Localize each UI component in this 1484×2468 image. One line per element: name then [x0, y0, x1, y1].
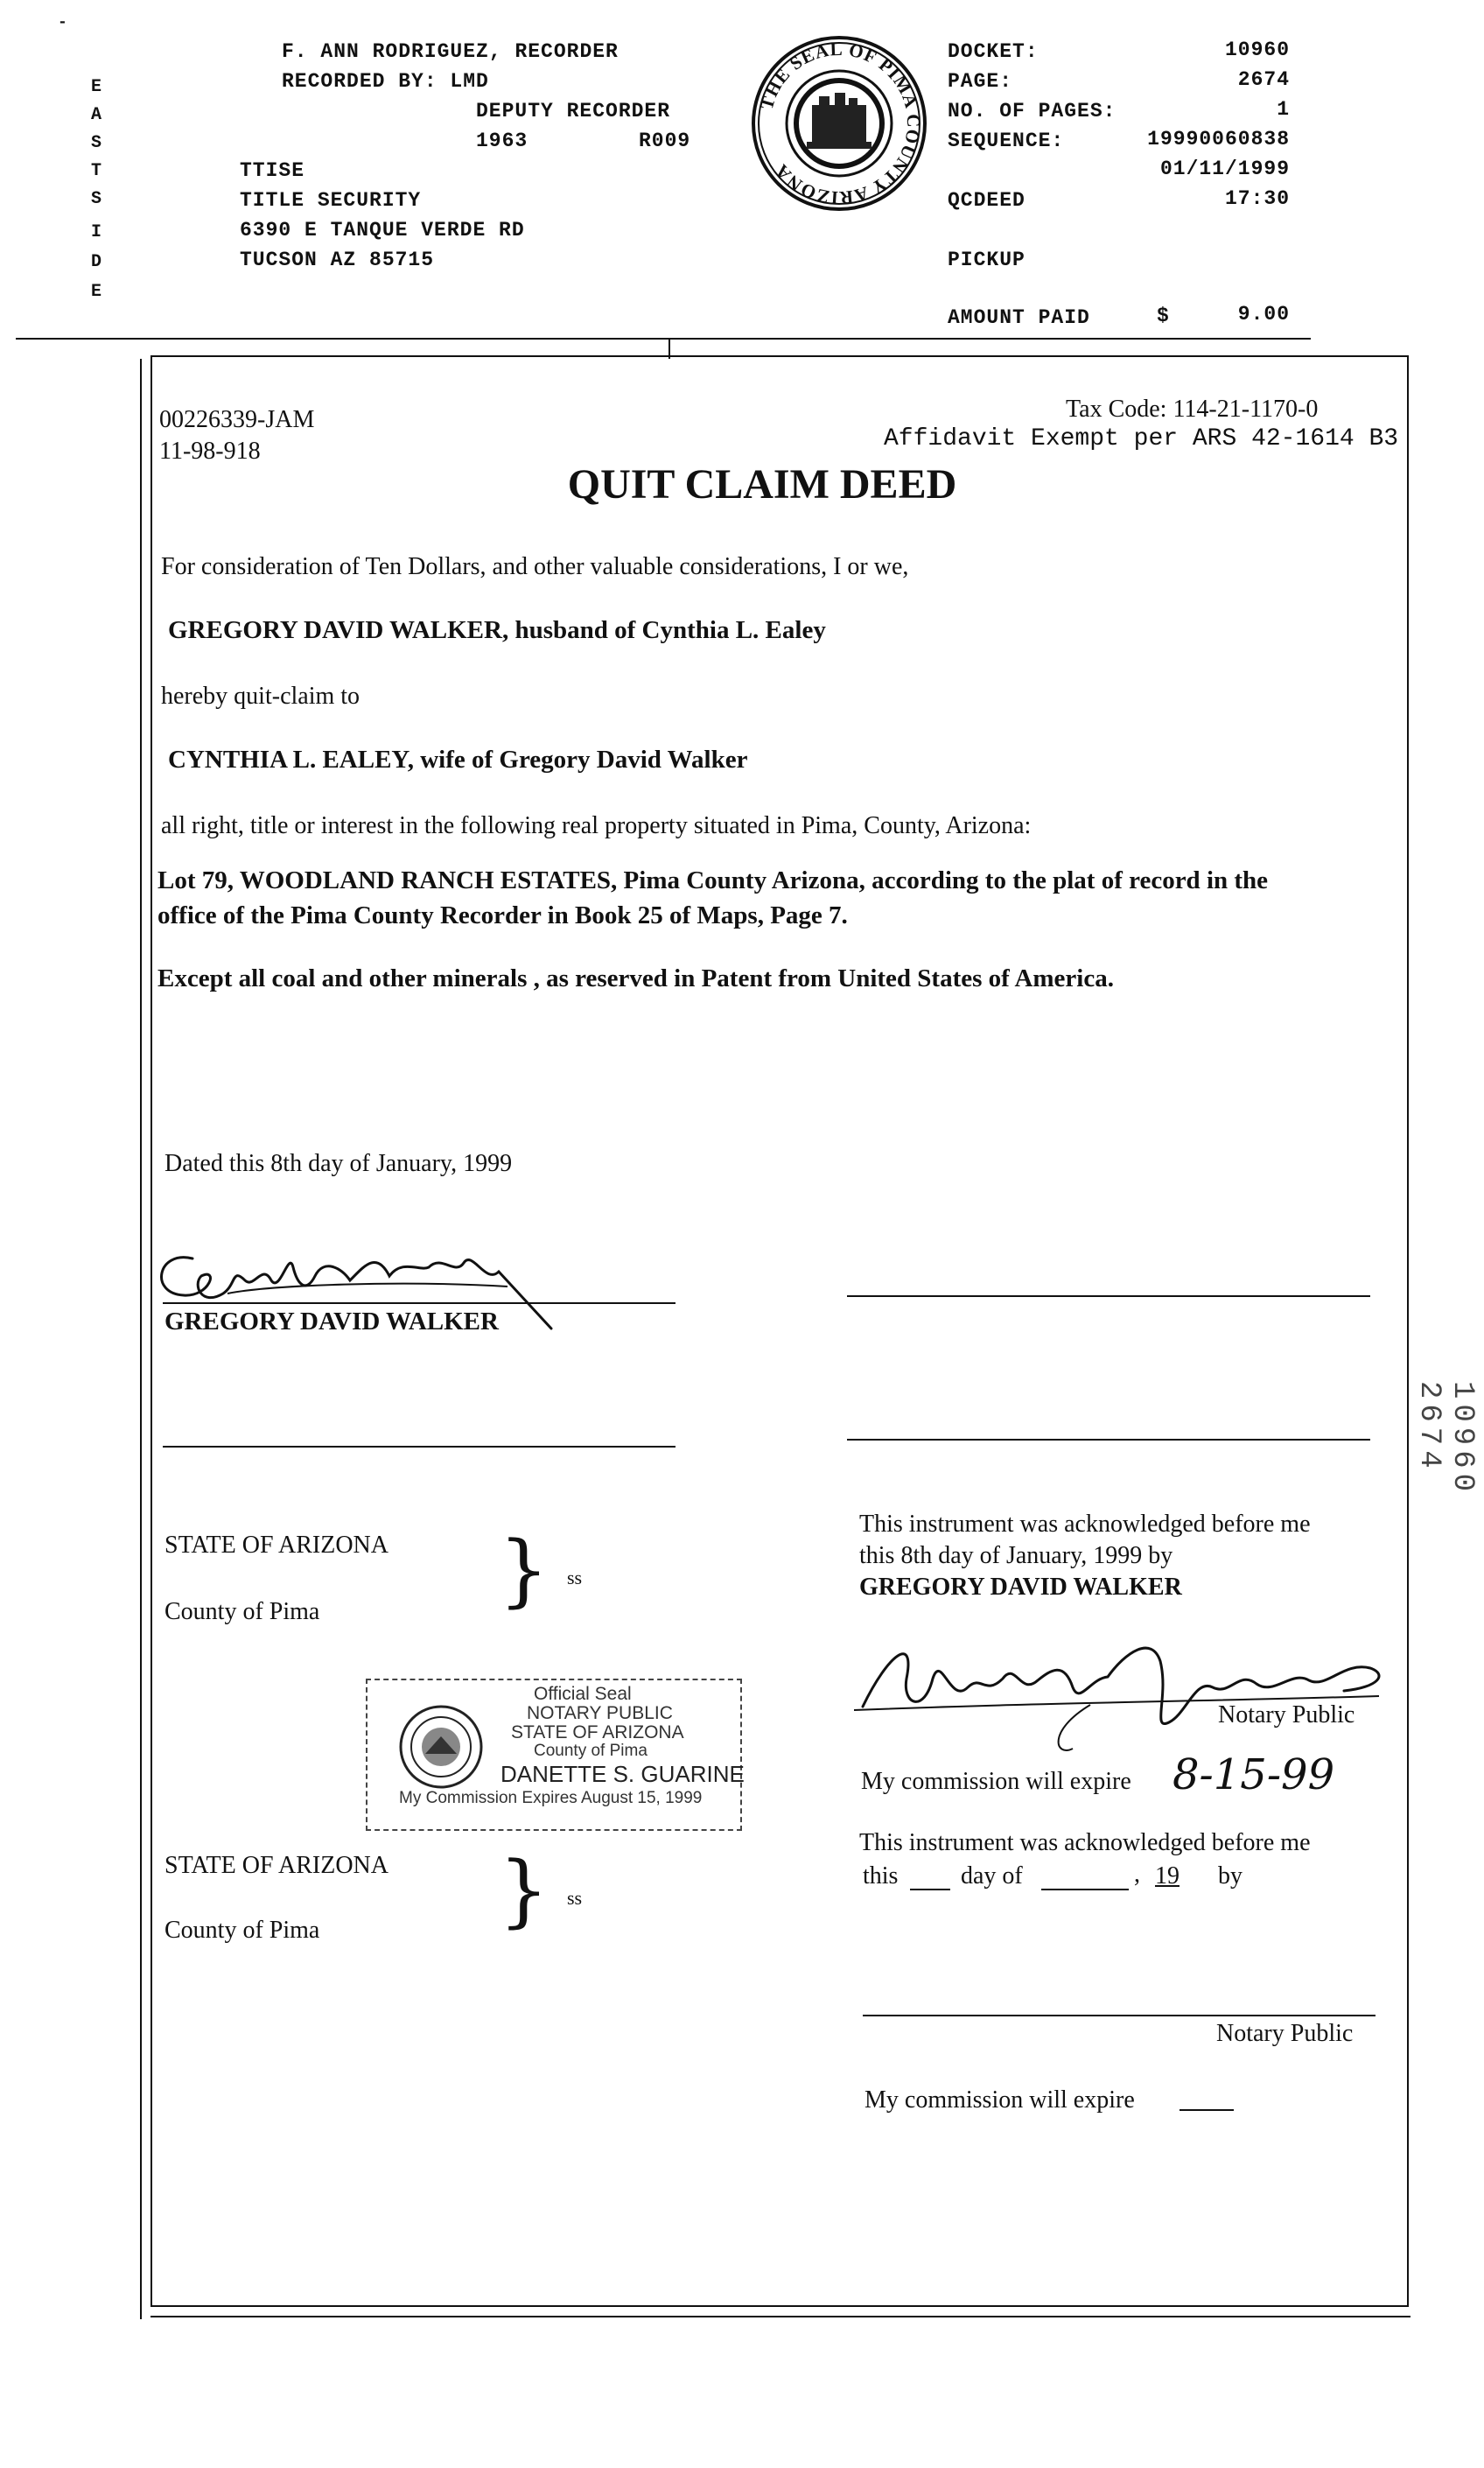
stamp-line-3: STATE OF ARIZONA [511, 1722, 684, 1742]
notary-signature [854, 1626, 1396, 1757]
lot-description-line1: Lot 79, WOODLAND RANCH ESTATES, Pima County Arizona, according to the plat of record in the [158, 866, 1269, 894]
recording-code-2: R009 [639, 130, 691, 152]
ss-label-1: ss [567, 1567, 583, 1588]
minerals-exception: Except all coal and other minerals , as reserved in Patent from United States of America. [158, 964, 1114, 992]
pages-value: 1 [1277, 98, 1290, 121]
frame-bottom-outer [150, 2316, 1410, 2317]
grantee-line [168, 746, 747, 775]
docket-label: DOCKET: [948, 40, 1039, 63]
consideration-text: For consideration of Ten Dollars, and other valuable considerations, I or we, [161, 553, 909, 580]
eastside-letter: I [91, 222, 102, 242]
qcdeed-label: QCDEED [948, 189, 1026, 212]
recorded-time: 17:30 [1224, 187, 1290, 210]
eastside-letter: E [91, 77, 102, 97]
sequence-value: 19990060838 [1147, 128, 1290, 151]
county-seal [751, 35, 928, 212]
notary-signature-line-2 [863, 2015, 1376, 2016]
commission-blank-2 [1180, 2109, 1234, 2111]
ack-name-1: GREGORY DAVID WALKER [859, 1574, 1182, 1601]
ref-number-2: 11-98-918 [159, 438, 261, 465]
third-signature-line [163, 1446, 676, 1448]
lot-description-line2: office of the Pima County Recorder in Book 25 of Maps, Page 7. [158, 901, 848, 929]
company-city: TUCSON AZ 85715 [240, 249, 435, 271]
county-label-1: County of Pima [164, 1598, 320, 1625]
stamp-line-4: County of Pima [534, 1742, 648, 1760]
ack-month-blank [1041, 1889, 1129, 1890]
corner-mark: - [58, 14, 68, 32]
quitclaim-text: hereby quit-claim to [161, 683, 360, 710]
brace-1: } [499, 1525, 550, 1616]
ack-comma: , [1134, 1861, 1140, 1888]
amount-currency: $ [1157, 305, 1170, 327]
fourth-signature-line [847, 1439, 1370, 1441]
eastside-letter: S [91, 189, 102, 209]
ref-number-1: 00226339-JAM [159, 406, 315, 433]
page-label: PAGE: [948, 70, 1013, 93]
margin-stamp: 10960 2674 [1412, 1381, 1479, 1497]
commission-label-2: My commission will expire [864, 2086, 1135, 2114]
stamp-line-2: NOTARY PUBLIC [527, 1703, 673, 1723]
amount-label: AMOUNT PAID [948, 306, 1090, 329]
grantee-relation: , wife of Gregory David Walker [407, 746, 748, 774]
grantor-name: GREGORY DAVID WALKER [168, 616, 502, 644]
ack-day-blank [910, 1889, 950, 1890]
deputy-recorder: DEPUTY RECORDER [476, 100, 671, 123]
company-name: TITLE SECURITY [240, 189, 422, 212]
arizona-seal-icon [397, 1703, 485, 1791]
ack-text-1b: this 8th day of January, 1999 by [859, 1542, 1173, 1569]
header-divider [16, 338, 1311, 340]
state-label-1: STATE OF ARIZONA [164, 1532, 388, 1559]
eastside-letter: E [91, 282, 102, 302]
ack-text-1a: This instrument was acknowledged before me [859, 1511, 1311, 1538]
ss-label-2: ss [567, 1887, 583, 1909]
eastside-letter: S [91, 133, 102, 153]
recorded-by: RECORDED BY: LMD [282, 70, 489, 93]
ack-day-of-label: day of [961, 1862, 1023, 1890]
affidavit-exempt: Affidavit Exempt per ARS 42-1614 B3 [884, 425, 1399, 452]
commission-date-1: 8-15-99 [1172, 1750, 1335, 1799]
ack-by-label: by [1218, 1862, 1242, 1890]
company-street: 6390 E TANQUE VERDE RD [240, 219, 525, 242]
pages-label: NO. OF PAGES: [948, 100, 1116, 123]
stamp-line-5: DANETTE S. GUARINE [500, 1761, 745, 1787]
eastside-letter: D [91, 252, 102, 272]
page-value: 2674 [1237, 68, 1290, 91]
notary-public-label-1: Notary Public [1218, 1701, 1355, 1728]
grantor-relation: , husband of Cynthia L. Ealey [501, 616, 826, 644]
amount-value: 9.00 [1237, 303, 1290, 326]
ack-year: 19 [1155, 1862, 1180, 1890]
county-label-2: County of Pima [164, 1917, 320, 1944]
stamp-line-1: Official Seal [534, 1684, 632, 1704]
deed-title: QUIT CLAIM DEED [567, 461, 957, 508]
eastside-letter: T [91, 161, 102, 181]
state-label-2: STATE OF ARIZONA [164, 1852, 388, 1879]
ttise-label: TTISE [240, 159, 305, 182]
recorded-date: 01/11/1999 [1159, 158, 1290, 180]
recorder-line: F. ANN RODRIGUEZ, RECORDER [282, 40, 619, 63]
sequence-label: SEQUENCE: [948, 130, 1065, 152]
notary-public-label-2: Notary Public [1216, 2020, 1354, 2047]
interest-text: all right, title or interest in the following real property situated in Pima, County, Arizona: [161, 812, 1032, 839]
ack-this-label: this [863, 1862, 899, 1890]
recording-code-1: 1963 [476, 130, 528, 152]
grantor-signature-line [163, 1302, 676, 1304]
eastside-letter: A [91, 105, 102, 125]
docket-value: 10960 [1224, 39, 1290, 61]
tax-code: Tax Code: 114-21-1170-0 [1066, 396, 1319, 423]
grantor-signature-name: GREGORY DAVID WALKER [164, 1308, 499, 1336]
grantee-name: CYNTHIA L. EALEY [168, 746, 408, 774]
commission-label-1: My commission will expire [861, 1768, 1131, 1795]
grantor-line [168, 616, 826, 645]
second-signature-line [847, 1295, 1370, 1297]
brace-2: } [499, 1845, 550, 1937]
stamp-line-6: My Commission Expires August 15, 1999 [399, 1789, 703, 1807]
pickup-label: PICKUP [948, 249, 1026, 271]
seal-text: THE SEAL OF PIMA COUNTY ARIZONA [755, 38, 925, 209]
dated-text: Dated this 8th day of January, 1999 [164, 1150, 513, 1177]
ack-text-2a: This instrument was acknowledged before me [859, 1829, 1311, 1856]
notary-stamp [366, 1679, 745, 1831]
